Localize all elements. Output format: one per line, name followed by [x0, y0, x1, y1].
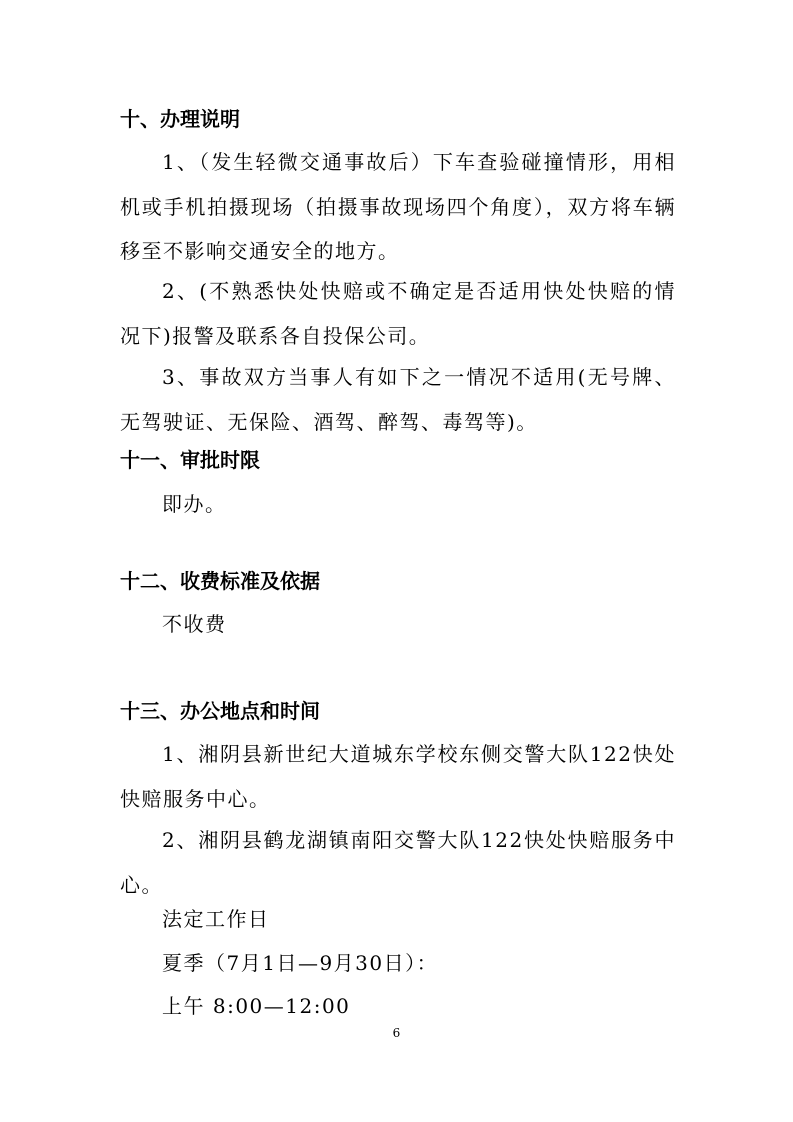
paragraph-10-3: 3、事故双方当事人有如下之一情况不适用(无号牌、无驾驶证、无保险、酒驾、醉驾、毒驾等)。 [120, 365, 676, 434]
section-heading-13: 十三、办公地点和时间 [120, 699, 320, 723]
paragraph-13-1: 1、湘阴县新世纪大道城东学校东侧交警大队122快处快赔服务中心。 [120, 742, 676, 811]
page-number: 6 [392, 1026, 401, 1040]
section-body-11: 即办。 [162, 492, 227, 516]
section-heading-10: 十、办理说明 [120, 107, 240, 131]
paragraph-10-2: 2、(不熟悉快处快赔或不确定是否适用快处快赔的情况下)报警及联系各自投保公司。 [120, 279, 676, 348]
section-heading-12: 十二、收费标准及依据 [120, 569, 320, 593]
office-hours-label: 法定工作日 [162, 907, 270, 931]
section-heading-11: 十一、审批时限 [120, 448, 260, 472]
section-body-12: 不收费 [162, 612, 227, 636]
paragraph-13-2: 2、湘阴县鹤龙湖镇南阳交警大队122快处快赔服务中心。 [120, 828, 676, 897]
summer-period: 夏季（7月1日—9月30日）： [162, 951, 439, 975]
paragraph-10-1: 1、（发生轻微交通事故后）下车查验碰撞情形，用相机或手机拍摄现场（拍摄事故现场四个角度），双方将车辆移至不影响交通安全的地方。 [120, 150, 676, 263]
morning-hours: 上午 8:00—12:00 [162, 994, 351, 1018]
